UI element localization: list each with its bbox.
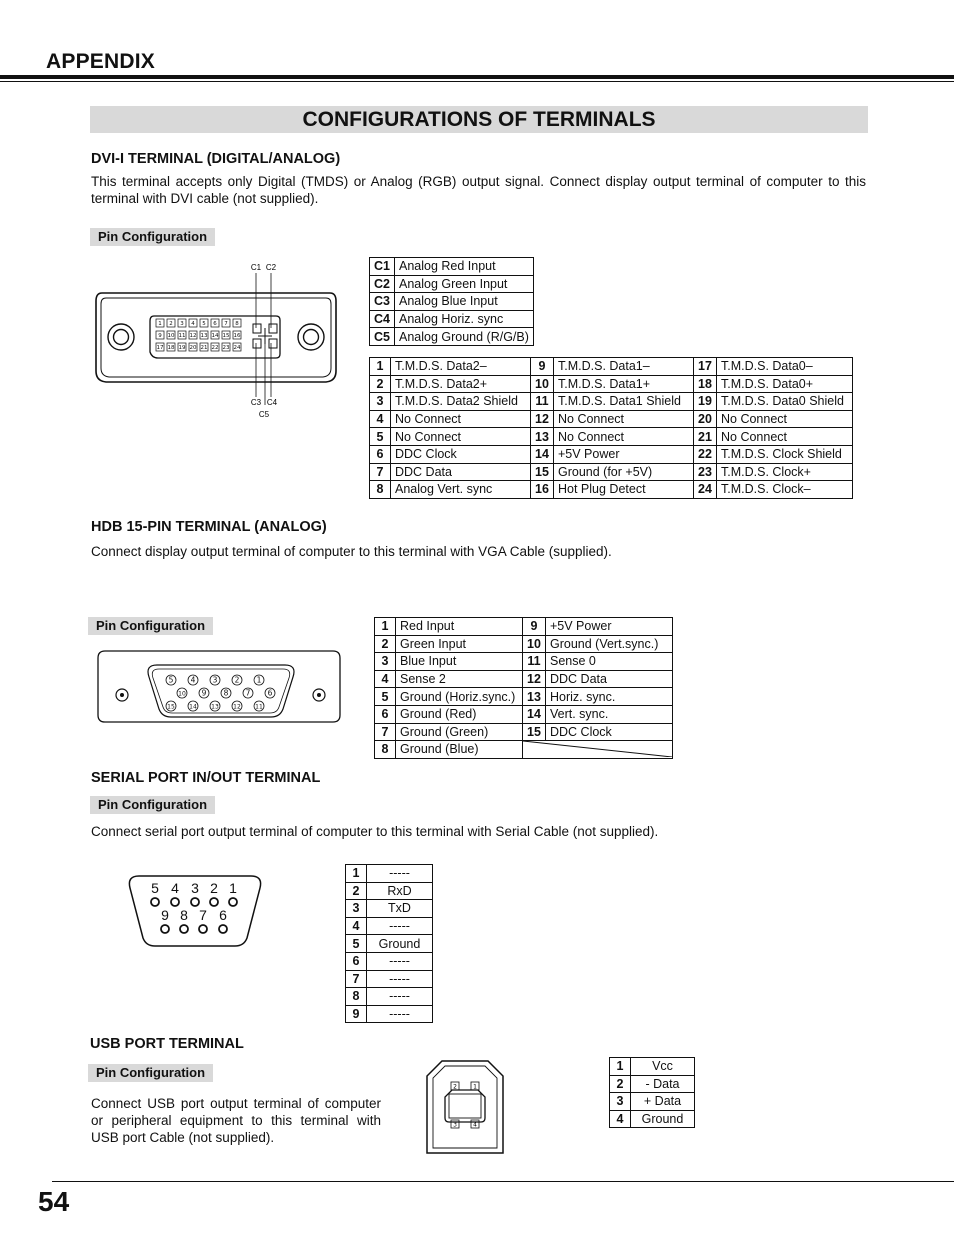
pin-number-cell: 14: [523, 705, 546, 723]
pin-number-cell: 23: [694, 463, 717, 481]
dvi-pin: [233, 331, 241, 339]
pin-signal-cell: Vcc: [631, 1058, 695, 1076]
dvi-pin: [233, 343, 241, 351]
pin-number-cell: C3: [370, 293, 395, 311]
pin-signal-cell: Ground (Red): [396, 705, 523, 723]
hdb-pin: [177, 688, 187, 698]
svg-text:3: 3: [180, 321, 184, 328]
hdb-pin: [199, 688, 209, 698]
pin-signal-cell: -----: [367, 1005, 433, 1023]
svg-text:4: 4: [191, 321, 195, 328]
pin-number-cell: 1: [610, 1058, 631, 1076]
pin-signal-cell: No Connect: [717, 410, 853, 428]
svg-text:23: 23: [222, 345, 230, 352]
pin-number-cell: 4: [346, 917, 367, 935]
usb-pin-number: 4: [473, 1121, 477, 1129]
serial-pin: [210, 880, 218, 906]
dvi-pin: [189, 343, 197, 351]
pin-signal-cell: + Data: [631, 1093, 695, 1111]
pin-signal-cell: Ground: [367, 935, 433, 953]
usb-connector-diagram: [424, 1058, 506, 1156]
pin-signal-cell: No Connect: [717, 428, 853, 446]
svg-text:5: 5: [168, 675, 174, 685]
pin-number-cell: 3: [610, 1093, 631, 1111]
svg-text:3: 3: [191, 880, 199, 896]
hdb-pin: [210, 701, 220, 711]
svg-text:10: 10: [167, 333, 175, 340]
header-rule-thin: [0, 81, 954, 82]
page-title: CONFIGURATIONS OF TERMINALS: [90, 106, 868, 133]
dvi-pin: [222, 319, 230, 327]
callout-c3: C3: [250, 398, 262, 407]
usb-pin-configuration-label: Pin Configuration: [88, 1064, 213, 1082]
pin-number-cell: 1: [375, 618, 396, 636]
empty-cell-diagonal: [523, 741, 672, 757]
pin-signal-cell: T.M.D.S. Data1+: [554, 375, 694, 393]
header-rule: [0, 75, 954, 79]
pin-signal-cell: Hot Plug Detect: [554, 481, 694, 499]
pin-number-cell: 10: [523, 635, 546, 653]
usb-pin-table: [609, 1057, 695, 1128]
svg-text:8: 8: [223, 688, 229, 698]
pin-signal-cell: +5V Power: [546, 618, 673, 636]
pin-number-cell: C1: [370, 258, 395, 276]
serial-pin: [219, 907, 227, 933]
table-row: [346, 917, 433, 935]
pin-number-cell: 7: [370, 463, 391, 481]
svg-text:14: 14: [211, 333, 219, 340]
pin-number-cell: 24: [694, 481, 717, 499]
pin-signal-cell: Ground (Vert.sync.): [546, 635, 673, 653]
pin-number-cell: 6: [370, 445, 391, 463]
table-row: [610, 1110, 695, 1128]
pin-signal-cell: +5V Power: [554, 445, 694, 463]
usb-description: Connect USB port output terminal of computer or peripheral equipment to this terminal with USB port Cable (not supplied).: [91, 1096, 381, 1145]
table-row: [346, 900, 433, 918]
serial-connector-diagram: [125, 872, 265, 950]
pin-signal-cell: Analog Red Input: [394, 258, 533, 276]
table-row: [346, 1005, 433, 1023]
hdb-pin: [188, 701, 198, 711]
table-row: [370, 375, 853, 393]
pin-signal-cell: Ground (for +5V): [554, 463, 694, 481]
pin-number-cell: 2: [346, 882, 367, 900]
pin-number-cell: 13: [531, 428, 554, 446]
hdb-pin: [166, 675, 176, 685]
table-row: [375, 705, 673, 723]
serial-heading: SERIAL PORT IN/OUT TERMINAL: [91, 770, 321, 786]
pin-number-cell: 1: [370, 358, 391, 376]
pin-number-cell: 13: [523, 688, 546, 706]
dvi-pin: [167, 343, 175, 351]
pin-number-cell: 7: [346, 970, 367, 988]
pin-number-cell: 4: [375, 670, 396, 688]
serial-pin-configuration-label: Pin Configuration: [90, 796, 215, 814]
svg-text:8: 8: [235, 321, 239, 328]
pin-number-cell: 21: [694, 428, 717, 446]
dvi-pin: [200, 319, 208, 327]
pin-number-cell: C5: [370, 328, 395, 346]
pin-signal-cell: DDC Data: [546, 670, 673, 688]
svg-text:12: 12: [233, 703, 241, 711]
pin-signal-cell: No Connect: [391, 410, 531, 428]
svg-text:6: 6: [219, 907, 227, 923]
pin-number-cell: 9: [346, 1005, 367, 1023]
svg-text:8: 8: [180, 907, 188, 923]
hdb-connector-diagram: [95, 645, 345, 730]
svg-text:1: 1: [256, 675, 262, 685]
dvi-pin: [189, 331, 197, 339]
svg-text:5: 5: [151, 880, 159, 896]
page-number: 54: [38, 1186, 70, 1217]
dvi-pin: [222, 331, 230, 339]
svg-text:1: 1: [229, 880, 237, 896]
serial-pin: [151, 880, 159, 906]
pin-signal-cell: Vert. sync.: [546, 705, 673, 723]
pin-number-cell: 2: [370, 375, 391, 393]
dvi-pin-configuration-label: Pin Configuration: [90, 228, 215, 246]
table-row: [346, 865, 433, 883]
hdb-pin: [188, 675, 198, 685]
table-row: [346, 882, 433, 900]
pin-number-cell: 8: [346, 988, 367, 1006]
table-row: [375, 653, 673, 671]
hdb-heading: HDB 15-PIN TERMINAL (ANALOG): [91, 519, 327, 535]
pin-number-cell: 7: [375, 723, 396, 741]
pin-signal-cell: Analog Blue Input: [394, 293, 533, 311]
svg-text:24: 24: [233, 345, 241, 352]
pin-signal-cell: [523, 741, 673, 759]
dvi-pin: [200, 343, 208, 351]
table-row: [346, 952, 433, 970]
svg-text:21: 21: [200, 345, 208, 352]
pin-signal-cell: Ground: [631, 1110, 695, 1128]
table-row: [370, 328, 534, 346]
serial-pin: [199, 907, 207, 933]
appendix-heading: APPENDIX: [46, 50, 155, 73]
dvi-heading: DVI-I TERMINAL (DIGITAL/ANALOG): [91, 151, 341, 167]
svg-text:5: 5: [202, 321, 206, 328]
dvi-pin: [178, 319, 186, 327]
hdb-pin: [254, 675, 264, 685]
pin-signal-cell: T.M.D.S. Data1 Shield: [554, 393, 694, 411]
pin-signal-cell: DDC Data: [391, 463, 531, 481]
pin-signal-cell: TxD: [367, 900, 433, 918]
pin-number-cell: 19: [694, 393, 717, 411]
pin-signal-cell: Ground (Green): [396, 723, 523, 741]
svg-text:7: 7: [199, 907, 207, 923]
pin-signal-cell: Ground (Horiz.sync.): [396, 688, 523, 706]
pin-signal-cell: T.M.D.S. Clock+: [717, 463, 853, 481]
pin-signal-cell: T.M.D.S. Clock Shield: [717, 445, 853, 463]
svg-text:2: 2: [210, 880, 218, 896]
svg-text:14: 14: [189, 703, 197, 711]
callout-c4: C4: [266, 398, 278, 407]
pin-number-cell: 9: [531, 358, 554, 376]
pin-signal-cell: T.M.D.S. Data2–: [391, 358, 531, 376]
table-row: [370, 463, 853, 481]
pin-number-cell: 1: [346, 865, 367, 883]
hdb-pin: [232, 701, 242, 711]
pin-signal-cell: -----: [367, 988, 433, 1006]
dvi-digital-pin-table: [369, 357, 853, 499]
pin-signal-cell: -----: [367, 952, 433, 970]
svg-text:10: 10: [178, 690, 186, 698]
pin-signal-cell: DDC Clock: [546, 723, 673, 741]
pin-number-cell: C2: [370, 275, 395, 293]
table-row: [370, 293, 534, 311]
dvi-pin: [211, 331, 219, 339]
pin-number-cell: 6: [375, 705, 396, 723]
pin-number-cell: 4: [370, 410, 391, 428]
table-row: [370, 358, 853, 376]
pin-number-cell: 6: [346, 952, 367, 970]
dvi-analog-pin-table: [369, 257, 534, 346]
svg-text:16: 16: [233, 333, 241, 340]
callout-c1: C1: [250, 263, 262, 272]
svg-text:13: 13: [211, 703, 219, 711]
table-row: [370, 310, 534, 328]
dvi-pin: [211, 319, 219, 327]
svg-text:11: 11: [178, 333, 186, 340]
hdb-pin-table: [374, 617, 673, 759]
hdb-pin: [243, 688, 253, 698]
pin-number-cell: 18: [694, 375, 717, 393]
dvi-pin: [178, 331, 186, 339]
pin-signal-cell: DDC Clock: [391, 445, 531, 463]
table-row: [375, 618, 673, 636]
hdb-pin: [265, 688, 275, 698]
pin-number-cell: 20: [694, 410, 717, 428]
usb-pin-number: 3: [453, 1121, 457, 1129]
pin-signal-cell: No Connect: [391, 428, 531, 446]
hdb-pin: [166, 701, 176, 711]
hdb-pin-configuration-label: Pin Configuration: [88, 617, 213, 635]
table-row: [370, 410, 853, 428]
svg-text:15: 15: [167, 703, 175, 711]
pin-signal-cell: Green Input: [396, 635, 523, 653]
usb-heading: USB PORT TERMINAL: [90, 1036, 244, 1052]
pin-signal-cell: Analog Ground (R/G/B): [394, 328, 533, 346]
svg-text:1: 1: [158, 321, 162, 328]
usb-pin-number: 1: [473, 1083, 477, 1091]
pin-signal-cell: -----: [367, 917, 433, 935]
pin-signal-cell: T.M.D.S. Clock–: [717, 481, 853, 499]
callout-c2: C2: [265, 263, 277, 272]
usb-pin-number: 2: [453, 1083, 457, 1091]
hdb-description: Connect display output terminal of computer to this terminal with VGA Cable (supplied).: [91, 544, 612, 559]
pin-signal-cell: T.M.D.S. Data1–: [554, 358, 694, 376]
pin-signal-cell: Analog Green Input: [394, 275, 533, 293]
table-row: [375, 741, 673, 759]
pin-signal-cell: No Connect: [554, 428, 694, 446]
dvi-pin: [211, 343, 219, 351]
serial-pin: [171, 880, 179, 906]
svg-text:7: 7: [245, 688, 251, 698]
pin-number-cell: 9: [523, 618, 546, 636]
svg-text:6: 6: [213, 321, 217, 328]
hdb-pin: [232, 675, 242, 685]
pin-number-cell: 8: [370, 481, 391, 499]
pin-number-cell: 5: [346, 935, 367, 953]
pin-number-cell: 15: [523, 723, 546, 741]
pin-signal-cell: T.M.D.S. Data2+: [391, 375, 531, 393]
serial-description: Connect serial port output terminal of computer to this terminal with Serial Cable (not supplied).: [91, 824, 659, 839]
pin-number-cell: 8: [375, 741, 396, 759]
pin-signal-cell: T.M.D.S. Data0+: [717, 375, 853, 393]
dvi-pin: [167, 331, 175, 339]
pin-signal-cell: Analog Horiz. sync: [394, 310, 533, 328]
dvi-pin: [222, 343, 230, 351]
footer-rule: [52, 1181, 954, 1182]
svg-text:6: 6: [267, 688, 273, 698]
svg-text:12: 12: [189, 333, 197, 340]
pin-signal-cell: Ground (Blue): [396, 741, 523, 759]
serial-pin: [180, 907, 188, 933]
hdb-pin: [221, 688, 231, 698]
pin-number-cell: 22: [694, 445, 717, 463]
table-row: [610, 1093, 695, 1111]
svg-text:13: 13: [200, 333, 208, 340]
pin-signal-cell: -----: [367, 970, 433, 988]
svg-text:19: 19: [178, 345, 186, 352]
svg-text:9: 9: [161, 907, 169, 923]
dvi-pin: [200, 331, 208, 339]
svg-text:22: 22: [211, 345, 219, 352]
pin-number-cell: 5: [370, 428, 391, 446]
dvi-pin: [156, 331, 164, 339]
dvi-pin: [167, 319, 175, 327]
svg-text:4: 4: [171, 880, 179, 896]
dvi-pin: [189, 319, 197, 327]
table-row: [610, 1058, 695, 1076]
svg-text:2: 2: [169, 321, 173, 328]
dvi-pin: [233, 319, 241, 327]
table-row: [370, 428, 853, 446]
pin-signal-cell: RxD: [367, 882, 433, 900]
table-row: [370, 481, 853, 499]
svg-text:9: 9: [201, 688, 207, 698]
hdb-pin: [254, 701, 264, 711]
pin-number-cell: 14: [531, 445, 554, 463]
table-row: [370, 445, 853, 463]
pin-signal-cell: Analog Vert. sync: [391, 481, 531, 499]
pin-number-cell: 16: [531, 481, 554, 499]
svg-text:2: 2: [234, 675, 240, 685]
svg-text:15: 15: [222, 333, 230, 340]
pin-signal-cell: T.M.D.S. Data0 Shield: [717, 393, 853, 411]
dvi-pin: [156, 343, 164, 351]
pin-signal-cell: No Connect: [554, 410, 694, 428]
pin-signal-cell: Sense 0: [546, 653, 673, 671]
dvi-pin: [156, 319, 164, 327]
pin-number-cell: 12: [523, 670, 546, 688]
pin-signal-cell: T.M.D.S. Data0–: [717, 358, 853, 376]
pin-number-cell: 3: [370, 393, 391, 411]
svg-text:3: 3: [212, 675, 218, 685]
serial-pin: [191, 880, 199, 906]
pin-signal-cell: Sense 2: [396, 670, 523, 688]
pin-number-cell: 11: [531, 393, 554, 411]
table-row: [346, 935, 433, 953]
pin-number-cell: 3: [375, 653, 396, 671]
pin-signal-cell: Horiz. sync.: [546, 688, 673, 706]
hdb-pin: [210, 675, 220, 685]
pin-number-cell: 3: [346, 900, 367, 918]
table-row: [346, 988, 433, 1006]
table-row: [346, 970, 433, 988]
table-row: [370, 393, 853, 411]
pin-number-cell: 2: [375, 635, 396, 653]
serial-pin: [229, 880, 237, 906]
svg-text:4: 4: [190, 675, 196, 685]
table-row: [375, 670, 673, 688]
svg-text:7: 7: [224, 321, 228, 328]
dvi-pin: [178, 343, 186, 351]
pin-number-cell: 15: [531, 463, 554, 481]
table-row: [375, 635, 673, 653]
dvi-description: This terminal accepts only Digital (TMDS) or Analog (RGB) output signal. Connect display output terminal of computer to this terminal with DVI cable (not supplied).: [91, 174, 866, 206]
svg-text:18: 18: [167, 345, 175, 352]
serial-pin: [161, 907, 169, 933]
svg-text:20: 20: [189, 345, 197, 352]
svg-text:11: 11: [255, 703, 263, 711]
pin-signal-cell: - Data: [631, 1075, 695, 1093]
pin-signal-cell: -----: [367, 865, 433, 883]
pin-number-cell: 5: [375, 688, 396, 706]
pin-number-cell: 17: [694, 358, 717, 376]
pin-number-cell: C4: [370, 310, 395, 328]
pin-number-cell: 4: [610, 1110, 631, 1128]
pin-signal-cell: T.M.D.S. Data2 Shield: [391, 393, 531, 411]
callout-c5: C5: [258, 410, 270, 419]
svg-text:9: 9: [158, 333, 162, 340]
table-row: [610, 1075, 695, 1093]
serial-pin-table: [345, 864, 433, 1023]
pin-number-cell: 2: [610, 1075, 631, 1093]
pin-signal-cell: Red Input: [396, 618, 523, 636]
table-row: [370, 275, 534, 293]
pin-number-cell: 12: [531, 410, 554, 428]
svg-text:17: 17: [156, 345, 164, 352]
table-row: [370, 258, 534, 276]
table-row: [375, 688, 673, 706]
pin-signal-cell: Blue Input: [396, 653, 523, 671]
dvi-connector-diagram: [90, 255, 350, 425]
pin-number-cell: 10: [531, 375, 554, 393]
pin-number-cell: 11: [523, 653, 546, 671]
table-row: [375, 723, 673, 741]
